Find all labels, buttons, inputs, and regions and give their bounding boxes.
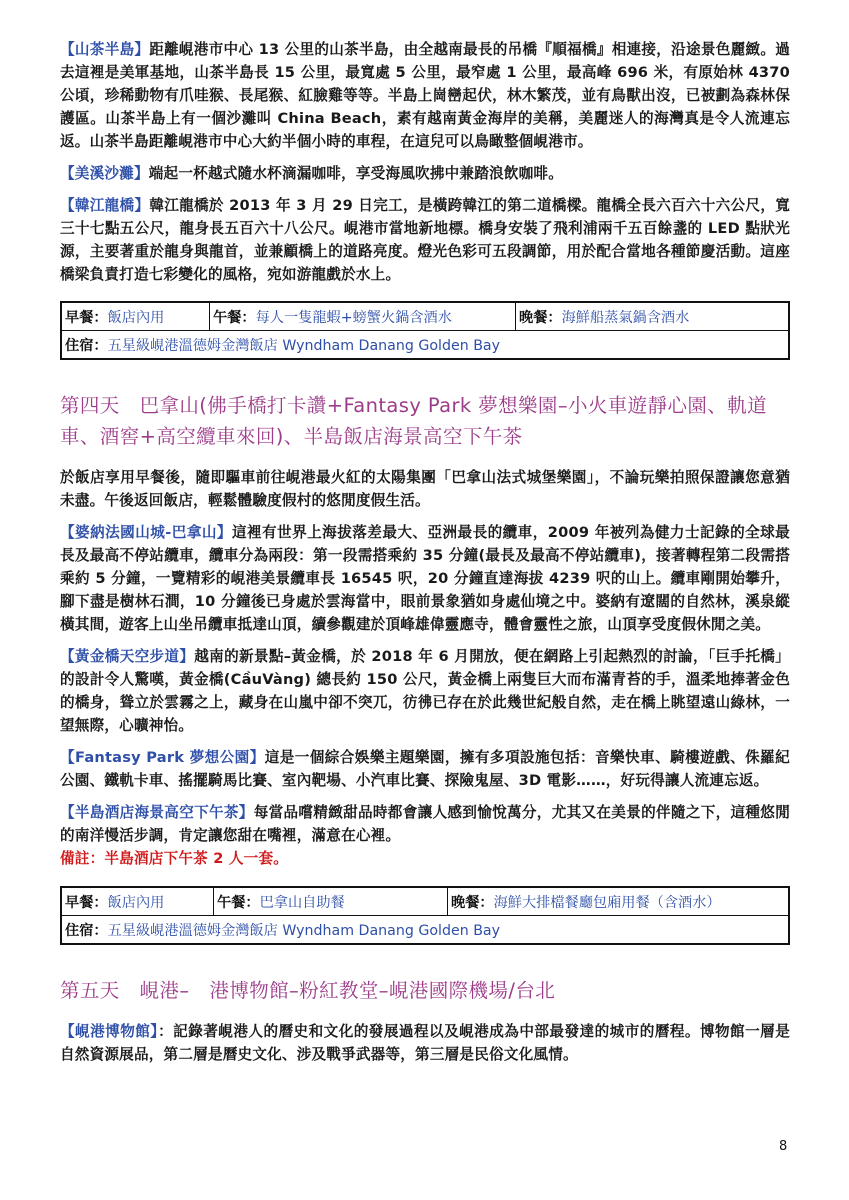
dinner-cell (448, 887, 790, 916)
page-number: 8 (779, 1139, 788, 1154)
meixi-paragraph (60, 162, 790, 185)
breakfast-label: 早餐： (65, 310, 108, 326)
breakfast-value: 飯店內用 (107, 310, 165, 326)
meixi-text: 端起一杯越式隨水杯滴漏咖啡，享受海風吹拂中兼踏浪飲咖啡。 (148, 165, 563, 182)
museum-tag: 【峴港博物館】 (60, 1023, 159, 1040)
shancha-tag: 【山茶半島】 (60, 41, 150, 58)
golden-bridge-tag: 【黃金橋天空步道】 (60, 648, 195, 665)
meals-table-day3 (60, 301, 790, 360)
lunch-label: 午餐： (213, 310, 256, 326)
fantasy-park-text: 這是一個綜合娛樂主題樂園，擁有多項設施包括：音樂快車、騎樓遊戲、侏羅紀公園、鐵軌卡車、搖擺騎馬比賽、室內靶場、小汽車比賽、探險鬼屋、3D 電影……，好玩得讓人流連忘返。 (60, 749, 790, 789)
page-content (60, 38, 790, 1075)
hotel-label: 住宿： (65, 338, 108, 354)
dragon-bridge-tag: 【韓江龍橋】 (60, 197, 150, 214)
shancha-text: 距離峴港市中心 13 公里的山茶半島，由全越南最長的吊橋『順福橋』相連接，沿途景色麗緻。過去這裡是美軍基地，山茶半島長 15 公里，最寬處 5 公里，最窄處 1 公里，最高峰 696 米，有原始林 4370 公頃，珍稀動物有爪哇猴、長尾猴、紅臉雞等等。半島上崗巒起伏，林木繁茂，並有鳥獸出沒，已被劃為森林保護區。山茶半島上有一個沙灘叫 China Beach，素有越南黃金海岸的美稱，美麗迷人的海灣真是令人流連忘返。山茶半島距離峴港市中心大約半個小時的車程，在這兒可以鳥瞰整個峴港市。 (60, 41, 791, 150)
lunch-label: 午餐： (217, 895, 260, 911)
dinner-value: 海鮮船蒸氣鍋含酒水 (561, 310, 690, 326)
fantasy-park-paragraph (60, 746, 790, 792)
breakfast-value: 飯店內用 (107, 895, 165, 911)
afternoon-tea-tag: 【半島酒店海景高空下午茶】 (60, 804, 254, 821)
museum-text: ：記錄著峴港人的曆史和文化的發展過程以及峴港成為中部最發達的城市的曆程。博物館一層是自然資源展品，第二層是曆史文化、涉及戰爭武器等，第三層是民俗文化風情。 (60, 1023, 791, 1063)
dinner-label: 晚餐： (519, 310, 562, 326)
hotel-cell (61, 916, 789, 945)
lunch-cell (210, 302, 516, 331)
museum-paragraph (60, 1020, 790, 1066)
breakfast-cell (61, 887, 214, 916)
hotel-value: 五星級峴港溫德姆金灣飯店 Wyndham Danang Golden Bay (107, 338, 501, 354)
meixi-tag: 【美溪沙灘】 (60, 165, 149, 182)
lunch-value: 每人一隻龍蝦+螃蟹火鍋含酒水 (255, 310, 452, 326)
lunch-value: 巴拿山自助餐 (259, 895, 345, 911)
shancha-paragraph (60, 38, 790, 153)
day5-title: 第五天 峴港– 港博物館–粉紅教堂–峴港國際機場/台北 (60, 979, 556, 1002)
meals-table-day4 (60, 886, 790, 945)
day4-intro: 於飯店享用早餐後，隨即驅車前往峴港最火紅的太陽集團「巴拿山法式城堡樂園」，不論玩樂拍照保證讓您意猶未盡。午後返回飯店，輕鬆體驗度假村的悠閒度假生活。 (60, 469, 790, 509)
dragon-bridge-text: 韓江龍橋於 2013 年 3 月 29 日完工，是橫跨韓江的第二道橋樑。龍橋全長六百六十六公尺，寬三十七點五公尺，龍身長五百六十八公尺。峴港市當地新地標。橋身安裝了飛利浦兩千五百餘盞的 LED 點狀光源，主要著重於龍身與龍首，並兼顧橋上的道路亮度。燈光色彩可五段調節，用於配合當地各種節慶活動。這座橋梁負責打造七彩變化的風格，宛如游龍戲於水上。 (60, 197, 790, 283)
bana-text: 這裡有世界上海拔落差最大、亞洲最長的纜車，2009 年被列為健力士記錄的全球最長及最高不停站纜車，纜車分為兩段：第一段需搭乘約 35 分鐘(最長及最高不停站纜車)，接著轉程第二段需搭乘約 5 分鐘，一覽精彩的峴港美景纜車長 16545 呎，20 分鐘直達海拔 4239 呎的山上。纜車剛開始攀升，腳下盡是樹林石澗，10 分鐘後已身處於雲海當中，眼前景象猶如身處仙境之中。婆納有遼闊的自然林，溪泉縱橫其間，遊客上山坐吊纜車抵達山頂，續參觀建於頂峰雄偉靈應寺，體會靈性之旅，山頂享受度假休閒之美。 (60, 524, 790, 633)
bana-tag: 【婆納法國山城-巴拿山】 (60, 524, 232, 541)
hotel-value: 五星級峴港溫德姆金灣飯店 Wyndham Danang Golden Bay (107, 923, 501, 939)
lunch-cell (214, 887, 448, 916)
day4-title: 第四天 巴拿山(佛手橋打卡讚+Fantasy Park 夢想樂園–小火車遊靜心園、軌道車、酒窖+高空纜車來回)、半島飯店海景高空下午茶 (60, 394, 767, 448)
afternoon-tea-note: 備註：半島酒店下午茶 2 人一套。 (60, 850, 289, 867)
fantasy-park-tag: 【Fantasy Park 夢想公園】 (60, 749, 265, 766)
dinner-cell (516, 302, 790, 331)
breakfast-label: 早餐： (65, 895, 108, 911)
afternoon-tea-paragraph (60, 801, 790, 847)
bana-paragraph (60, 521, 790, 636)
afternoon-tea-text: 每當品嚐精緻甜品時都會讓人感到愉悅萬分，尤其又在美景的伴隨之下，這種悠閒的南洋慢活步調，肯定讓您甜在嘴裡，滿意在心裡。 (60, 804, 790, 844)
dinner-value: 海鮮大排檔餐廳包廂用餐（含酒水） (493, 895, 721, 911)
dinner-label: 晚餐： (451, 895, 494, 911)
dragon-bridge-paragraph (60, 194, 790, 286)
breakfast-cell (61, 302, 210, 331)
golden-bridge-paragraph (60, 645, 790, 737)
golden-bridge-text: 越南的新景點–黃金橋，於 2018 年 6 月開放，便在網路上引起熱烈的討論，「巨手托橋」的設計令人驚嘆，黃金橋(CầuVàng) 總長約 150 公尺，黃金橋上兩隻巨大而布滿青苔的手，溫柔地捧著金色的橋身，聳立於雲霧之上，藏身在山嵐中卻不突兀，彷彿已存在於此幾世紀般自然，走在橋上眺望遠山綠林，一望無際，心曠神怡。 (60, 648, 790, 734)
hotel-cell (61, 331, 789, 360)
hotel-label: 住宿： (65, 923, 108, 939)
